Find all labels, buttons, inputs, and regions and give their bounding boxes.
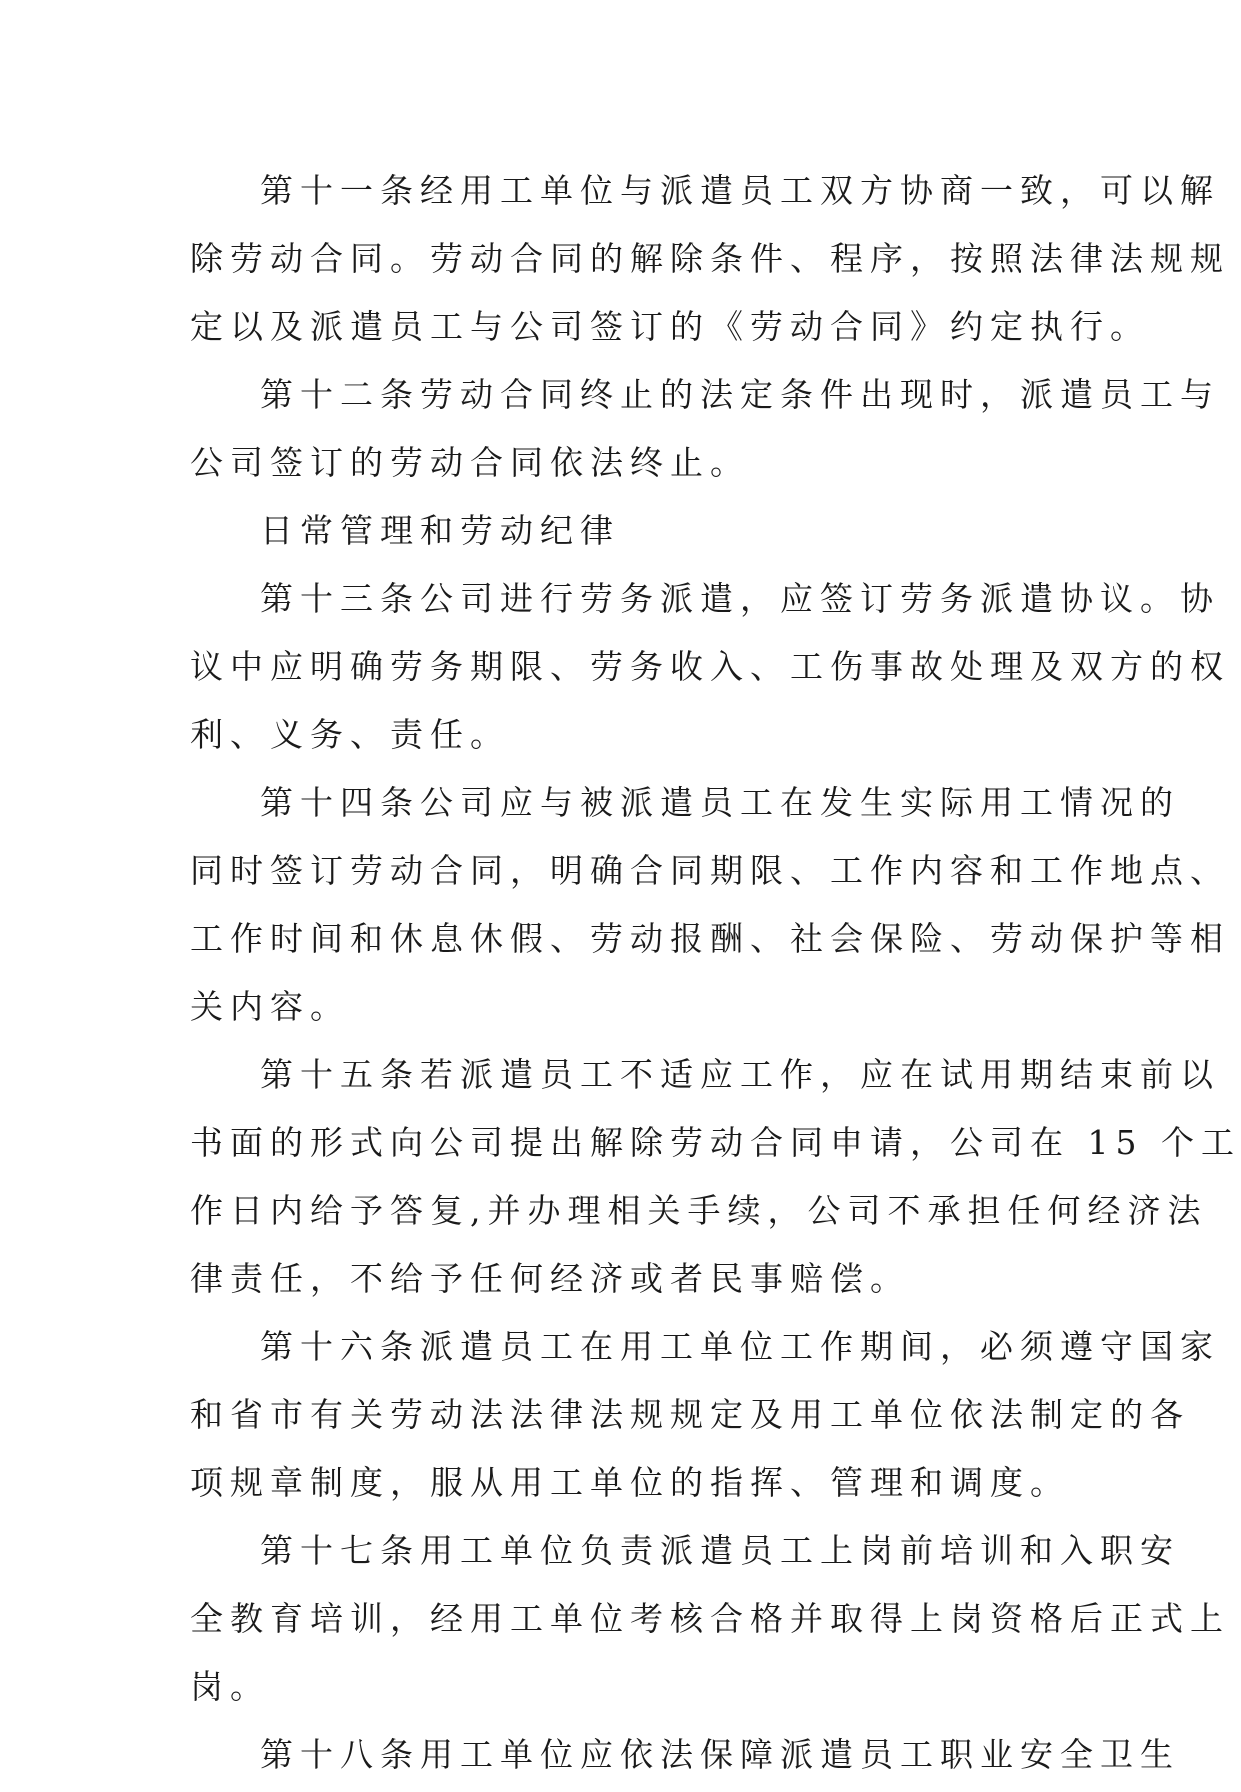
article-15-line-4: 律责任，不给予任何经济或者民事赔偿。 [190, 1259, 910, 1298]
article-17-line-3: 岗。 [190, 1667, 270, 1706]
article-14-line-4: 关内容。 [190, 987, 350, 1026]
section-heading: 日常管理和劳动纪律 [260, 511, 620, 550]
article-15-line-1: 第十五条若派遣员工不适应工作，应在试用期结束前以 [260, 1055, 1220, 1094]
article-15-line-3: 作日内给予答复,并办理相关手续，公司不承担任何经济法 [190, 1191, 1208, 1230]
article-12-line-1: 第十二条劳动合同终止的法定条件出现时，派遣员工与 [260, 375, 1220, 414]
article-18-line-1: 第十八条用工单位应依法保障派遣员工职业安全卫生 [260, 1735, 1180, 1774]
article-11-line-3: 定以及派遣员工与公司签订的《劳动合同》约定执行。 [190, 307, 1150, 346]
article-11-line-1: 第十一条经用工单位与派遣员工双方协商一致，可以解 [260, 171, 1220, 210]
article-16-line-3: 项规章制度，服从用工单位的指挥、管理和调度。 [190, 1463, 1070, 1502]
article-14-line-1: 第十四条公司应与被派遣员工在发生实际用工情况的 [260, 783, 1180, 822]
article-17-line-2: 全教育培训，经用工单位考核合格并取得上岗资格后正式上 [190, 1599, 1230, 1638]
article-13-line-3: 利、义务、责任。 [190, 715, 510, 754]
article-17-line-1: 第十七条用工单位负责派遣员工上岗前培训和入职安 [260, 1531, 1180, 1570]
article-14-line-3: 工作时间和休息休假、劳动报酬、社会保险、劳动保护等相 [190, 919, 1230, 958]
article-16-line-1: 第十六条派遣员工在用工单位工作期间，必须遵守国家 [260, 1327, 1220, 1366]
article-13-line-2: 议中应明确劳务期限、劳务收入、工伤事故处理及双方的权 [190, 647, 1230, 686]
document-body [190, 160, 1241, 1792]
article-16-line-2: 和省市有关劳动法法律法规规定及用工单位依法制定的各 [190, 1395, 1190, 1434]
article-12-line-2: 公司签订的劳动合同依法终止。 [190, 443, 750, 482]
article-15-line-2: 书面的形式向公司提出解除劳动合同申请，公司在 15 个工 [190, 1123, 1241, 1162]
article-13-line-1: 第十三条公司进行劳务派遣，应签订劳务派遣协议。协 [260, 579, 1220, 618]
article-11-line-2: 除劳动合同。劳动合同的解除条件、程序，按照法律法规规 [190, 239, 1230, 278]
article-14-line-2: 同时签订劳动合同，明确合同期限、工作内容和工作地点、 [190, 851, 1230, 890]
